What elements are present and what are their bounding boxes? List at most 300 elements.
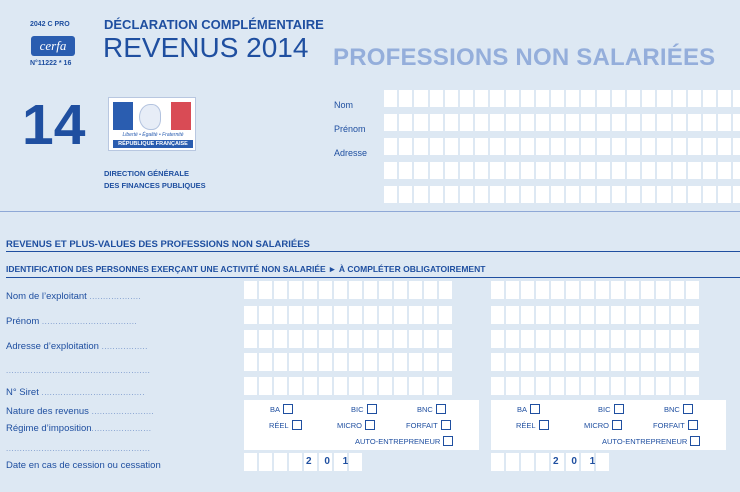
- identity-char-box[interactable]: [657, 186, 670, 203]
- char-box[interactable]: [536, 281, 549, 299]
- char-box[interactable]: [244, 377, 257, 395]
- identity-char-box[interactable]: [536, 90, 549, 107]
- identity-char-box[interactable]: [733, 138, 740, 155]
- identity-char-box[interactable]: [536, 162, 549, 179]
- char-box[interactable]: [521, 306, 534, 324]
- char-box[interactable]: [641, 353, 654, 371]
- identity-char-box[interactable]: [581, 186, 594, 203]
- identity-char-box[interactable]: [506, 186, 519, 203]
- char-box[interactable]: [334, 353, 347, 371]
- char-box[interactable]: [244, 281, 257, 299]
- char-box[interactable]: [439, 330, 452, 348]
- identity-char-box[interactable]: [475, 186, 488, 203]
- char-box[interactable]: [424, 281, 437, 299]
- char-box[interactable]: [686, 306, 699, 324]
- char-box[interactable]: [656, 377, 669, 395]
- identity-char-box[interactable]: [384, 162, 397, 179]
- char-box[interactable]: [626, 306, 639, 324]
- identity-char-box[interactable]: [581, 162, 594, 179]
- identity-char-box[interactable]: [475, 138, 488, 155]
- identity-char-box[interactable]: [566, 186, 579, 203]
- identity-row: [384, 138, 740, 155]
- identity-char-box[interactable]: [384, 90, 397, 107]
- regime-imposition-label: Régime d’imposition......................: [6, 423, 152, 434]
- char-box[interactable]: [334, 330, 347, 348]
- identity-char-box[interactable]: [384, 138, 397, 155]
- option-forfait-label: FORFAIT: [406, 421, 438, 430]
- char-box[interactable]: [626, 281, 639, 299]
- identity-char-box[interactable]: [384, 186, 397, 203]
- char-box[interactable]: [611, 377, 624, 395]
- char-box[interactable]: [566, 377, 579, 395]
- char-box[interactable]: [304, 377, 317, 395]
- char-box[interactable]: [409, 306, 422, 324]
- char-box[interactable]: [394, 306, 407, 324]
- identity-char-box[interactable]: [688, 114, 701, 131]
- char-box[interactable]: [289, 377, 302, 395]
- char-box[interactable]: [596, 306, 609, 324]
- char-box[interactable]: [566, 353, 579, 371]
- char-box[interactable]: [274, 353, 287, 371]
- char-box[interactable]: [611, 353, 624, 371]
- identity-char-box[interactable]: [551, 138, 564, 155]
- identity-char-box[interactable]: [536, 186, 549, 203]
- char-box[interactable]: [581, 281, 594, 299]
- char-box[interactable]: [611, 306, 624, 324]
- identity-char-box[interactable]: [506, 162, 519, 179]
- char-box[interactable]: [506, 281, 519, 299]
- option-bic-checkbox[interactable]: [367, 404, 377, 414]
- char-box[interactable]: [521, 353, 534, 371]
- identity-char-box[interactable]: [703, 90, 716, 107]
- char-box[interactable]: [581, 330, 594, 348]
- identity-char-box[interactable]: [657, 90, 670, 107]
- identity-char-box[interactable]: [627, 138, 640, 155]
- char-box[interactable]: [596, 330, 609, 348]
- char-box[interactable]: [671, 377, 684, 395]
- char-box[interactable]: [259, 306, 272, 324]
- char-box[interactable]: [364, 330, 377, 348]
- identity-char-box[interactable]: [430, 162, 443, 179]
- char-box[interactable]: [394, 330, 407, 348]
- char-box[interactable]: [641, 330, 654, 348]
- char-box[interactable]: [394, 281, 407, 299]
- option-micro-checkbox[interactable]: [612, 420, 622, 430]
- char-box[interactable]: [289, 281, 302, 299]
- char-box[interactable]: [394, 377, 407, 395]
- char-box[interactable]: [611, 330, 624, 348]
- identity-char-box[interactable]: [536, 114, 549, 131]
- identity-char-box[interactable]: [718, 114, 731, 131]
- identity-char-box[interactable]: [430, 90, 443, 107]
- char-box[interactable]: [686, 330, 699, 348]
- char-box[interactable]: [379, 281, 392, 299]
- identity-char-box[interactable]: [551, 162, 564, 179]
- identity-char-box[interactable]: [414, 90, 427, 107]
- option-auto-checkbox[interactable]: [443, 436, 453, 446]
- identity-char-box[interactable]: [733, 162, 740, 179]
- char-box[interactable]: [521, 281, 534, 299]
- identity-char-box[interactable]: [703, 186, 716, 203]
- identity-char-box[interactable]: [642, 90, 655, 107]
- char-box[interactable]: [394, 353, 407, 371]
- char-box[interactable]: [491, 330, 504, 348]
- identity-char-box[interactable]: [657, 114, 670, 131]
- identity-char-box[interactable]: [657, 162, 670, 179]
- date-char-box[interactable]: [536, 453, 549, 471]
- identity-char-box[interactable]: [490, 186, 503, 203]
- char-box[interactable]: [289, 353, 302, 371]
- char-box[interactable]: [686, 281, 699, 299]
- identity-char-box[interactable]: [688, 162, 701, 179]
- date-char-box[interactable]: [244, 453, 257, 471]
- date-char-box[interactable]: [521, 453, 534, 471]
- char-box[interactable]: [349, 281, 362, 299]
- date-char-box[interactable]: [289, 453, 302, 471]
- identity-char-box[interactable]: [718, 162, 731, 179]
- char-box[interactable]: [274, 330, 287, 348]
- char-box[interactable]: [641, 377, 654, 395]
- identity-char-box[interactable]: [703, 162, 716, 179]
- char-box[interactable]: [596, 353, 609, 371]
- char-box[interactable]: [364, 306, 377, 324]
- char-box[interactable]: [551, 377, 564, 395]
- identity-char-box[interactable]: [551, 90, 564, 107]
- char-box[interactable]: [656, 353, 669, 371]
- identity-char-box[interactable]: [642, 162, 655, 179]
- identity-char-box[interactable]: [597, 186, 610, 203]
- char-box[interactable]: [379, 330, 392, 348]
- identity-char-box[interactable]: [642, 114, 655, 131]
- dgfip-line-1: DIRECTION GÉNÉRALE: [104, 169, 190, 178]
- char-box[interactable]: [581, 377, 594, 395]
- char-box[interactable]: [596, 377, 609, 395]
- adresse-2-boxes: [491, 353, 701, 376]
- identity-char-box[interactable]: [612, 162, 625, 179]
- identity-char-box[interactable]: [536, 138, 549, 155]
- identity-char-box[interactable]: [445, 90, 458, 107]
- identity-char-box[interactable]: [414, 162, 427, 179]
- char-box[interactable]: [289, 306, 302, 324]
- option-forfait-checkbox[interactable]: [441, 420, 451, 430]
- char-box[interactable]: [439, 353, 452, 371]
- identity-char-box[interactable]: [581, 138, 594, 155]
- option-reel-checkbox[interactable]: [539, 420, 549, 430]
- char-box[interactable]: [379, 353, 392, 371]
- identity-char-box[interactable]: [566, 138, 579, 155]
- char-box[interactable]: [506, 330, 519, 348]
- option-reel: [269, 420, 302, 430]
- identity-char-box[interactable]: [475, 162, 488, 179]
- date-char-box[interactable]: [274, 453, 287, 471]
- identity-char-box[interactable]: [627, 90, 640, 107]
- option-auto-label: AUTO-ENTREPRENEUR: [355, 437, 441, 446]
- char-box[interactable]: [409, 330, 422, 348]
- char-box[interactable]: [686, 377, 699, 395]
- identity-char-box[interactable]: [460, 114, 473, 131]
- char-box[interactable]: [349, 353, 362, 371]
- char-box[interactable]: [671, 330, 684, 348]
- identity-char-box[interactable]: [673, 186, 686, 203]
- identity-char-box[interactable]: [566, 114, 579, 131]
- option-ba-checkbox[interactable]: [530, 404, 540, 414]
- republic-motto: Liberté • Égalité • Fraternité: [122, 132, 184, 138]
- char-box[interactable]: [244, 330, 257, 348]
- identity-char-box[interactable]: [733, 186, 740, 203]
- char-box[interactable]: [566, 330, 579, 348]
- char-box[interactable]: [626, 377, 639, 395]
- identity-char-box[interactable]: [642, 138, 655, 155]
- char-box[interactable]: [319, 306, 332, 324]
- adresse-boxes: [491, 330, 701, 353]
- identity-char-box[interactable]: [521, 90, 534, 107]
- char-box[interactable]: [566, 281, 579, 299]
- identity-char-box[interactable]: [642, 186, 655, 203]
- identity-char-box[interactable]: [718, 138, 731, 155]
- char-box[interactable]: [409, 377, 422, 395]
- cerfa-number: N°11222 * 16: [30, 60, 72, 67]
- identity-char-box[interactable]: [581, 90, 594, 107]
- identity-char-box[interactable]: [521, 186, 534, 203]
- char-box[interactable]: [259, 353, 272, 371]
- exploitant-boxes: [244, 281, 454, 304]
- char-box[interactable]: [551, 330, 564, 348]
- char-box[interactable]: [319, 330, 332, 348]
- char-box[interactable]: [424, 306, 437, 324]
- char-box[interactable]: [334, 377, 347, 395]
- identity-char-box[interactable]: [688, 138, 701, 155]
- char-box[interactable]: [349, 306, 362, 324]
- char-box[interactable]: [274, 377, 287, 395]
- char-box[interactable]: [259, 377, 272, 395]
- option-forfait-checkbox[interactable]: [688, 420, 698, 430]
- char-box[interactable]: [626, 330, 639, 348]
- char-box[interactable]: [536, 353, 549, 371]
- identity-char-box[interactable]: [551, 114, 564, 131]
- identity-char-box[interactable]: [445, 186, 458, 203]
- identity-char-box[interactable]: [612, 138, 625, 155]
- identity-char-box[interactable]: [414, 138, 427, 155]
- option-reel-checkbox[interactable]: [292, 420, 302, 430]
- identity-char-box[interactable]: [445, 114, 458, 131]
- identity-char-box[interactable]: [688, 90, 701, 107]
- char-box[interactable]: [439, 377, 452, 395]
- identity-char-box[interactable]: [490, 114, 503, 131]
- char-box[interactable]: [536, 377, 549, 395]
- identity-char-box[interactable]: [399, 186, 412, 203]
- identity-char-box[interactable]: [673, 162, 686, 179]
- identity-char-box[interactable]: [521, 162, 534, 179]
- option-bnc-checkbox[interactable]: [436, 404, 446, 414]
- identity-char-box[interactable]: [718, 90, 731, 107]
- identity-char-box[interactable]: [475, 114, 488, 131]
- identity-char-box[interactable]: [566, 162, 579, 179]
- char-box[interactable]: [521, 377, 534, 395]
- char-box[interactable]: [304, 306, 317, 324]
- char-box[interactable]: [319, 377, 332, 395]
- identity-char-box[interactable]: [673, 138, 686, 155]
- char-box[interactable]: [551, 306, 564, 324]
- option-auto-checkbox[interactable]: [690, 436, 700, 446]
- char-box[interactable]: [581, 353, 594, 371]
- char-box[interactable]: [656, 306, 669, 324]
- char-box[interactable]: [259, 330, 272, 348]
- char-box[interactable]: [424, 377, 437, 395]
- identity-char-box[interactable]: [506, 138, 519, 155]
- char-box[interactable]: [349, 330, 362, 348]
- char-box[interactable]: [551, 353, 564, 371]
- identity-char-box[interactable]: [688, 186, 701, 203]
- char-box[interactable]: [551, 281, 564, 299]
- char-box[interactable]: [424, 330, 437, 348]
- identity-char-box[interactable]: [612, 114, 625, 131]
- identity-char-box[interactable]: [612, 90, 625, 107]
- char-box[interactable]: [289, 330, 302, 348]
- identity-char-box[interactable]: [399, 162, 412, 179]
- char-box[interactable]: [641, 306, 654, 324]
- char-box[interactable]: [364, 377, 377, 395]
- char-box[interactable]: [686, 353, 699, 371]
- option-bic: [351, 404, 377, 414]
- identity-char-box[interactable]: [521, 138, 534, 155]
- char-box[interactable]: [491, 306, 504, 324]
- char-box[interactable]: [611, 281, 624, 299]
- char-box[interactable]: [409, 281, 422, 299]
- identity-char-box[interactable]: [733, 90, 740, 107]
- date-char-box[interactable]: [491, 453, 504, 471]
- identity-char-box[interactable]: [430, 114, 443, 131]
- identity-char-box[interactable]: [597, 114, 610, 131]
- identity-char-box[interactable]: [430, 138, 443, 155]
- identity-char-box[interactable]: [627, 114, 640, 131]
- header-divider: [0, 211, 740, 212]
- identity-char-box[interactable]: [430, 186, 443, 203]
- identity-char-box[interactable]: [506, 114, 519, 131]
- identity-char-box[interactable]: [597, 162, 610, 179]
- char-box[interactable]: [656, 281, 669, 299]
- identity-char-box[interactable]: [490, 90, 503, 107]
- char-box[interactable]: [319, 353, 332, 371]
- char-box[interactable]: [506, 353, 519, 371]
- char-box[interactable]: [304, 281, 317, 299]
- identity-char-box[interactable]: [399, 114, 412, 131]
- identity-char-box[interactable]: [460, 90, 473, 107]
- identity-char-box[interactable]: [597, 90, 610, 107]
- char-box[interactable]: [656, 330, 669, 348]
- date-char-box[interactable]: [506, 453, 519, 471]
- char-box[interactable]: [379, 306, 392, 324]
- option-micro: [337, 420, 375, 430]
- option-micro: [584, 420, 622, 430]
- char-box[interactable]: [364, 353, 377, 371]
- option-ba-checkbox[interactable]: [283, 404, 293, 414]
- char-box[interactable]: [506, 306, 519, 324]
- identity-char-box[interactable]: [612, 186, 625, 203]
- option-micro-checkbox[interactable]: [365, 420, 375, 430]
- identity-char-box[interactable]: [551, 186, 564, 203]
- identity-char-box[interactable]: [460, 186, 473, 203]
- option-bic-checkbox[interactable]: [614, 404, 624, 414]
- identity-char-box[interactable]: [399, 90, 412, 107]
- identity-char-box[interactable]: [460, 162, 473, 179]
- identity-char-box[interactable]: [460, 138, 473, 155]
- char-box[interactable]: [304, 330, 317, 348]
- char-box[interactable]: [671, 306, 684, 324]
- identity-char-box[interactable]: [703, 138, 716, 155]
- char-box[interactable]: [334, 281, 347, 299]
- char-box[interactable]: [581, 306, 594, 324]
- char-box[interactable]: [424, 353, 437, 371]
- date-year-prefix: 2 0 1: [553, 456, 601, 467]
- identity-char-box[interactable]: [597, 138, 610, 155]
- identity-char-box[interactable]: [733, 114, 740, 131]
- identity-char-box[interactable]: [627, 186, 640, 203]
- char-box[interactable]: [439, 281, 452, 299]
- char-box[interactable]: [536, 330, 549, 348]
- identity-char-box[interactable]: [445, 162, 458, 179]
- identity-grid: [384, 90, 740, 210]
- char-box[interactable]: [274, 281, 287, 299]
- identity-char-box[interactable]: [506, 90, 519, 107]
- char-box[interactable]: [379, 377, 392, 395]
- identity-char-box[interactable]: [581, 114, 594, 131]
- char-box[interactable]: [641, 281, 654, 299]
- char-box[interactable]: [364, 281, 377, 299]
- char-box[interactable]: [319, 281, 332, 299]
- identity-char-box[interactable]: [414, 114, 427, 131]
- char-box[interactable]: [506, 377, 519, 395]
- identity-char-box[interactable]: [657, 138, 670, 155]
- char-box[interactable]: [671, 281, 684, 299]
- char-box[interactable]: [409, 353, 422, 371]
- identity-char-box[interactable]: [703, 114, 716, 131]
- char-box[interactable]: [304, 353, 317, 371]
- identity-char-box[interactable]: [673, 114, 686, 131]
- identity-char-box[interactable]: [521, 114, 534, 131]
- char-box[interactable]: [259, 281, 272, 299]
- identity-char-box[interactable]: [718, 186, 731, 203]
- identity-char-box[interactable]: [673, 90, 686, 107]
- identity-char-box[interactable]: [566, 90, 579, 107]
- char-box[interactable]: [244, 353, 257, 371]
- identity-char-box[interactable]: [475, 90, 488, 107]
- identity-char-box[interactable]: [490, 162, 503, 179]
- char-box[interactable]: [491, 281, 504, 299]
- char-box[interactable]: [244, 306, 257, 324]
- identity-char-box[interactable]: [445, 138, 458, 155]
- date-char-box[interactable]: [259, 453, 272, 471]
- char-box[interactable]: [566, 306, 579, 324]
- char-box[interactable]: [334, 306, 347, 324]
- identity-char-box[interactable]: [490, 138, 503, 155]
- char-box[interactable]: [536, 306, 549, 324]
- char-box[interactable]: [439, 306, 452, 324]
- identity-char-box[interactable]: [627, 162, 640, 179]
- option-bnc-checkbox[interactable]: [683, 404, 693, 414]
- identity-char-box[interactable]: [399, 138, 412, 155]
- char-box[interactable]: [274, 306, 287, 324]
- identity-char-box[interactable]: [414, 186, 427, 203]
- char-box[interactable]: [626, 353, 639, 371]
- char-box[interactable]: [491, 377, 504, 395]
- char-box[interactable]: [596, 281, 609, 299]
- regime-continuation-dots: .....................................................: [6, 444, 151, 453]
- char-box[interactable]: [349, 377, 362, 395]
- char-box[interactable]: [491, 353, 504, 371]
- char-box[interactable]: [671, 353, 684, 371]
- identity-char-box[interactable]: [384, 114, 397, 131]
- char-box[interactable]: [521, 330, 534, 348]
